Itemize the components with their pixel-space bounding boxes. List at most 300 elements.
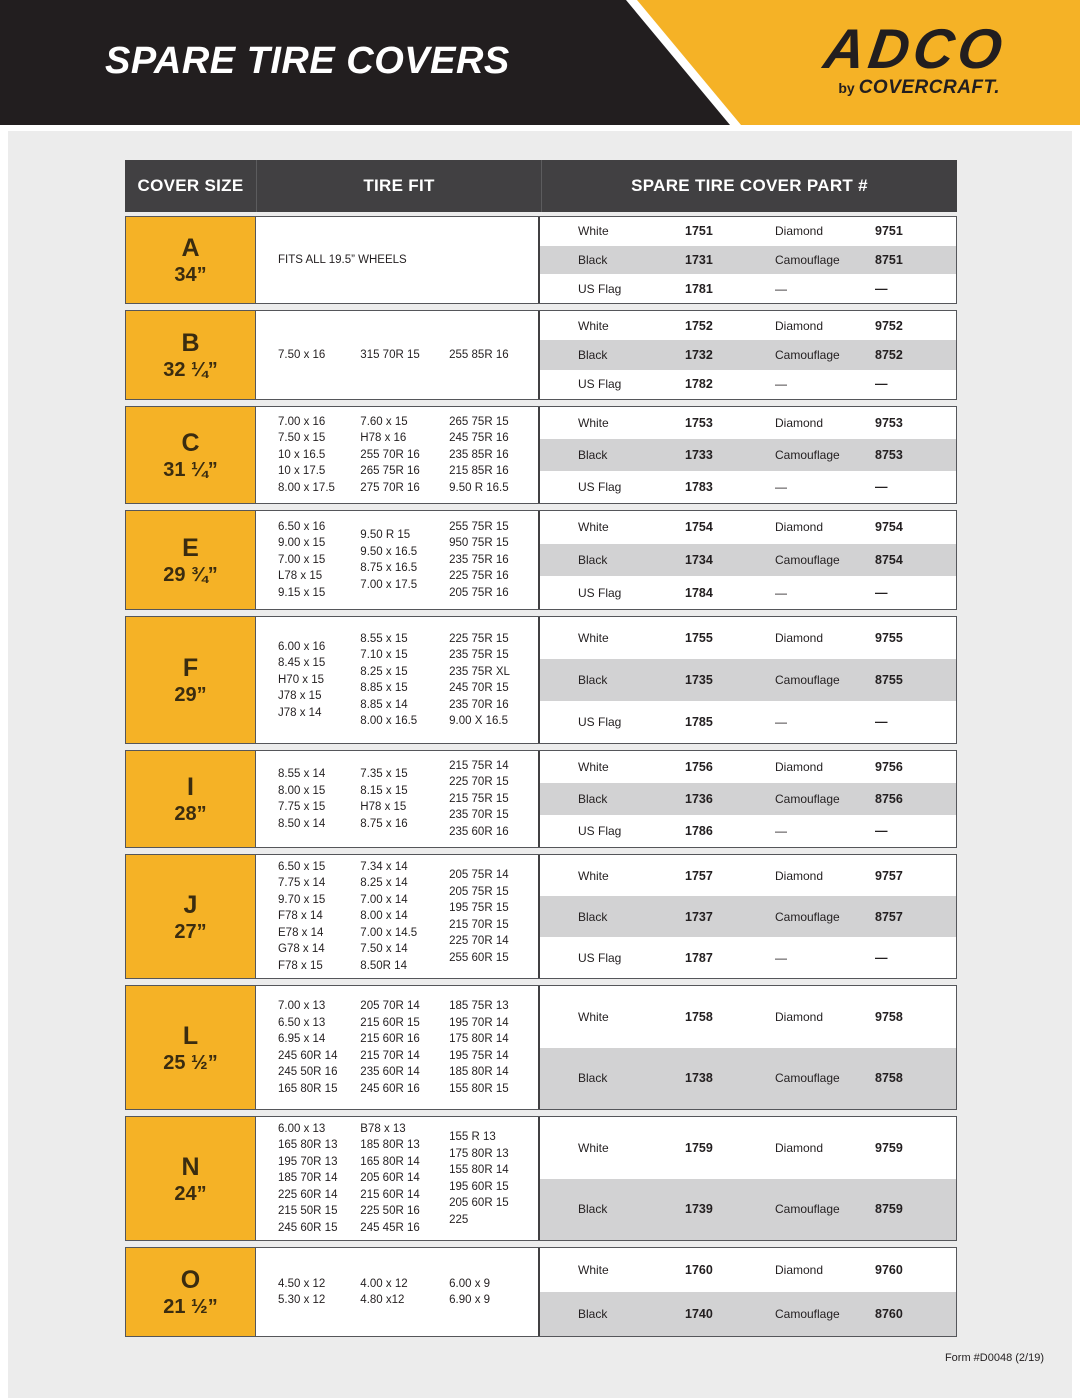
tire-fit-entry: 8.85 x 15: [360, 682, 408, 694]
tire-fit-entry: 245 45R 16: [360, 1221, 420, 1234]
page-title: SPARE TIRE COVERS: [105, 40, 510, 82]
part-color-number: 1735: [685, 673, 713, 687]
tire-fit-entry: 7.10 x 15: [360, 649, 408, 661]
tire-fit-entry: 195 60R 15: [449, 1180, 509, 1193]
part-color-number: 1737: [685, 909, 713, 924]
part-pattern-label: Camouflage: [775, 347, 840, 362]
tire-fit-entry: 6.95 x 14: [278, 1033, 326, 1045]
tire-fit-entry: 7.00 x 14.5: [360, 926, 418, 939]
size-block-B: [125, 310, 957, 400]
tire-fit-entry: 7.50 x 15: [278, 432, 326, 445]
part-color-number: 1756: [685, 760, 713, 774]
tire-fit-entry: 255 60R 15: [449, 951, 509, 964]
tire-fit-entry: 245 60R 15: [278, 1221, 338, 1234]
part-color-number: 1734: [685, 553, 713, 567]
tire-fit-entry: 4.50 x 12: [278, 1277, 326, 1290]
tire-fit-entry: 175 80R 13: [449, 1147, 509, 1160]
part-number-panel: [540, 855, 956, 978]
cover-size-letter: F: [182, 654, 199, 682]
cover-size-letter: I: [187, 773, 194, 801]
part-color-label: White: [578, 224, 609, 239]
part-pattern-number: 8757: [875, 909, 903, 924]
tire-fit-entry: 215 75R 14: [449, 759, 509, 772]
tire-fit-entry: F78 x 14: [278, 910, 323, 923]
tire-fit-column-3: [449, 998, 538, 1097]
cover-size-value: 31 ¼”: [163, 459, 218, 481]
tire-fit-entry: 245 60R 16: [360, 1082, 420, 1095]
tire-fit-entry: 8.55 x 14: [278, 768, 326, 780]
cover-size-cell: [126, 855, 256, 978]
part-color-label: White: [578, 868, 609, 883]
tire-fit-column-2: [360, 998, 449, 1097]
part-color-number: 1755: [685, 631, 713, 645]
cover-size-letter: B: [181, 329, 200, 357]
cover-size-cell: [126, 217, 256, 303]
tire-fit-entry: 225 70R 14: [449, 935, 509, 947]
part-pattern-label: Camouflage: [775, 1071, 840, 1086]
tire-fit-cell: [256, 511, 540, 609]
tire-fit-entry: 7.00 x 15: [278, 553, 326, 566]
part-row: [540, 544, 956, 577]
size-block-N: [125, 1116, 957, 1241]
size-block-I: [125, 750, 957, 848]
cover-size-cell: [126, 617, 256, 743]
tire-fit-column-2: [360, 1121, 449, 1237]
tire-fit-column-2: [360, 347, 449, 364]
tire-fit-entry: 225 75R 15: [449, 632, 509, 645]
tire-fit-entry: 215 60R 15: [360, 1016, 420, 1029]
spare-tire-cover-table: [125, 160, 957, 1343]
tire-fit-entry: 235 85R 16: [449, 448, 509, 461]
part-pattern-label: Diamond: [775, 1009, 824, 1024]
tire-fit-entry: 8.00 x 17.5: [278, 481, 335, 494]
part-color-label: Black: [578, 673, 608, 687]
tire-fit-entry: 8.85 x 14: [360, 698, 408, 711]
part-pattern-number: —: [875, 281, 888, 296]
tire-fit-entry: 315 70R 15: [360, 348, 420, 361]
tire-fit-entry: J78 x 15: [278, 690, 322, 703]
form-number: Form #D0048 (2/19): [944, 1352, 1044, 1364]
part-pattern-label: —: [775, 377, 787, 392]
part-row: [540, 576, 956, 609]
cover-size-value: 25 ½”: [163, 1051, 218, 1074]
tire-fit-entry: 265 75R 16: [360, 465, 420, 478]
part-row: [540, 311, 956, 340]
tire-fit-entry: 6.50 x 13: [278, 1016, 326, 1029]
part-color-label: White: [578, 631, 609, 645]
tire-fit-entry: 7.75 x 15: [278, 801, 326, 813]
part-pattern-label: Diamond: [775, 631, 824, 645]
tire-fit-entry: 215 50R 15: [278, 1205, 338, 1218]
part-row: [540, 511, 956, 544]
tire-fit-cell: [256, 1248, 540, 1336]
part-pattern-label: Camouflage: [775, 253, 840, 267]
tire-fit-entry: 225: [449, 1213, 469, 1226]
part-pattern-label: Camouflage: [775, 909, 840, 924]
part-pattern-label: Camouflage: [775, 1307, 840, 1321]
cover-size-letter: C: [181, 429, 200, 457]
part-pattern-label: Diamond: [775, 1263, 824, 1277]
part-row: [540, 1048, 956, 1110]
cover-size-cell: [126, 511, 256, 609]
part-color-label: White: [578, 318, 609, 333]
tire-fit-entry: 6.50 x 16: [278, 520, 326, 533]
part-row: [540, 783, 956, 815]
part-color-number: 1757: [685, 868, 713, 883]
tire-fit-entry: F78 x 15: [278, 959, 323, 972]
cover-size-value: 34”: [174, 264, 207, 286]
covercraft-wordmark: COVERCRAFT.: [858, 77, 1000, 99]
part-pattern-number: —: [875, 824, 888, 838]
part-color-number: 1752: [685, 318, 713, 333]
tire-fit-entry: J78 x 14: [278, 706, 322, 719]
tire-fit-entry: 215 70R 14: [360, 1049, 420, 1062]
tire-fit-entry: 9.50 R 15: [360, 529, 411, 541]
part-color-label: White: [578, 416, 609, 430]
cover-size-value: 32 ¼”: [163, 359, 218, 381]
tire-fit-column-2: [360, 1276, 449, 1309]
tire-fit-entry: 8.25 x 14: [360, 877, 408, 890]
part-row: [540, 1292, 956, 1336]
tire-fit-entry: 7.35 x 15: [360, 768, 408, 780]
part-color-label: White: [578, 760, 609, 774]
part-pattern-label: —: [775, 824, 787, 838]
tire-fit-entry: 6.00 x 13: [278, 1122, 326, 1135]
part-pattern-number: 9754: [875, 520, 903, 535]
cover-size-value: 21 ½”: [163, 1296, 218, 1318]
part-color-label: Black: [578, 347, 608, 362]
part-pattern-number: 8752: [875, 347, 903, 362]
cover-size-cell: [126, 986, 256, 1109]
tire-fit-entry: 225 70R 15: [449, 776, 509, 789]
tire-fit-entry: 6.50 x 15: [278, 860, 326, 873]
part-row: [540, 815, 956, 847]
part-color-number: 1760: [685, 1263, 713, 1277]
part-color-label: Black: [578, 1307, 608, 1321]
tire-fit-cell: [256, 751, 540, 847]
tire-fit-entry: H78 x 15: [360, 801, 407, 813]
tire-fit-column-2: [360, 414, 449, 497]
part-row: [540, 370, 956, 399]
tire-fit-entry: 225 75R 16: [449, 570, 509, 583]
part-row: [540, 617, 956, 659]
part-color-number: 1740: [685, 1307, 713, 1321]
covercraft-byline: [821, 77, 1000, 99]
tire-fit-cell: [256, 1117, 540, 1240]
part-color-number: 1739: [685, 1202, 713, 1217]
tire-fit-entry: 245 70R 15: [449, 682, 509, 694]
part-row: [540, 340, 956, 369]
tire-fit-entry: 175 80R 14: [449, 1033, 509, 1045]
part-pattern-number: 9759: [875, 1140, 903, 1155]
part-pattern-number: 9752: [875, 318, 903, 333]
part-color-number: 1759: [685, 1140, 713, 1155]
part-row: [540, 274, 956, 303]
header-banner: [0, 0, 1080, 125]
tire-fit-column-1: [278, 859, 360, 975]
part-row: [540, 1179, 956, 1241]
part-pattern-number: 9755: [875, 631, 903, 645]
tire-fit-entry: 10 x 17.5: [278, 465, 326, 478]
tire-fit-entry: 215 60R 16: [360, 1033, 420, 1045]
part-color-number: 1738: [685, 1071, 713, 1086]
tire-fit-entry: 8.00 x 16.5: [360, 715, 418, 727]
part-pattern-number: 8755: [875, 673, 903, 687]
tire-fit-column-1: [278, 414, 360, 497]
part-color-number: 1781: [685, 281, 713, 296]
size-block-A: [125, 216, 957, 304]
tire-fit-entry: 215 70R 15: [449, 918, 509, 931]
tire-fit-entry: 205 70R 14: [360, 1000, 420, 1012]
cover-size-cell: [126, 1248, 256, 1336]
tire-fit-entry: 195 75R 15: [449, 902, 509, 914]
tire-fit-entry: 9.15 x 15: [278, 586, 326, 599]
tire-fit-entry: 7.34 x 14: [360, 860, 408, 873]
part-color-label: US Flag: [578, 950, 622, 965]
part-pattern-label: Camouflage: [775, 792, 840, 806]
tire-fit-entry: 235 75R XL: [449, 665, 510, 678]
part-row: [540, 855, 956, 896]
tire-fit-entry: 10 x 16.5: [278, 448, 326, 461]
tire-fit-entry: 255 75R 15: [449, 520, 509, 533]
part-pattern-label: Diamond: [775, 318, 824, 333]
part-row: [540, 659, 956, 701]
part-pattern-number: 9760: [875, 1263, 903, 1277]
tire-fit-entry: L78 x 15: [278, 570, 323, 583]
part-row: [540, 439, 956, 471]
cover-size-value: 29 ¾”: [163, 564, 218, 586]
part-color-label: US Flag: [578, 480, 622, 494]
tire-fit-entry: 185 70R 14: [278, 1172, 338, 1185]
tire-fit-entry: 205 75R 16: [449, 586, 509, 599]
tire-fit-entry: H70 x 15: [278, 673, 325, 686]
part-number-panel: [540, 511, 956, 609]
part-pattern-label: Diamond: [775, 520, 824, 535]
cover-size-value: 24”: [174, 1182, 207, 1205]
part-pattern-label: —: [775, 480, 787, 494]
tire-fit-entry: 8.00 x 14: [360, 910, 408, 923]
tire-fit-entry: 255 70R 16: [360, 448, 420, 461]
part-color-label: Black: [578, 448, 608, 462]
tire-fit-entry: 205 60R 15: [449, 1197, 509, 1209]
part-pattern-number: 8754: [875, 553, 903, 567]
cover-size-cell: [126, 407, 256, 503]
part-row: [540, 751, 956, 783]
part-color-label: US Flag: [578, 585, 622, 600]
part-pattern-label: Diamond: [775, 416, 824, 430]
tire-fit-entry: 165 80R 15: [278, 1082, 338, 1095]
part-color-label: US Flag: [578, 824, 622, 838]
part-color-number: 1785: [685, 715, 713, 729]
part-row: [540, 937, 956, 978]
tire-fit-column-1: [278, 519, 360, 602]
tire-fit-entry: 7.00 x 14: [360, 893, 408, 906]
tire-fit-entry: 245 50R 16: [278, 1066, 338, 1078]
part-color-number: 1731: [685, 253, 713, 267]
tire-fit-entry: 165 80R 14: [360, 1155, 420, 1168]
part-pattern-label: —: [775, 715, 787, 729]
tire-fit-column-3: [449, 867, 538, 966]
part-pattern-number: 8753: [875, 448, 903, 462]
tire-fit-entry: 255 85R 16: [449, 348, 509, 361]
tire-fit-entry: 8.50R 14: [360, 959, 407, 972]
tire-fit-entry: 185 75R 13: [449, 1000, 509, 1012]
part-pattern-label: Camouflage: [775, 1202, 840, 1217]
part-pattern-number: 9751: [875, 224, 903, 239]
cover-size-cell: [126, 311, 256, 399]
tire-fit-entry: 7.50 x 16: [278, 348, 326, 361]
tire-fit-entry: 8.00 x 15: [278, 784, 326, 797]
column-header-cover-size: COVER SIZE: [137, 176, 244, 195]
tire-fit-entry: 7.50 x 14: [360, 943, 408, 956]
tire-fit-column-2: [360, 527, 449, 593]
part-pattern-label: Camouflage: [775, 673, 840, 687]
part-pattern-number: 8760: [875, 1307, 903, 1321]
part-pattern-number: —: [875, 480, 888, 494]
tire-fit-entry: 185 80R 14: [449, 1066, 509, 1078]
part-pattern-label: —: [775, 281, 787, 296]
size-block-C: [125, 406, 957, 504]
tire-fit-cell: [256, 311, 540, 399]
tire-fit-entry: 235 75R 16: [449, 553, 509, 566]
part-row: [540, 407, 956, 439]
part-row: [540, 896, 956, 937]
tire-fit-entry: E78 x 14: [278, 926, 324, 939]
tire-fit-cell: [256, 217, 540, 303]
tire-fit-entry: 235 70R 15: [449, 809, 509, 822]
tire-fit-entry: 9.00 X 16.5: [449, 715, 508, 727]
part-row: [540, 217, 956, 246]
part-color-number: 1784: [685, 585, 713, 600]
cover-size-value: 29”: [174, 684, 207, 706]
tire-fit-entry: 205 75R 14: [449, 869, 509, 881]
part-number-panel: [540, 217, 956, 303]
cover-size-value: 27”: [174, 920, 207, 943]
cover-size-cell: [126, 751, 256, 847]
tire-fit-entry: 205 75R 15: [449, 885, 509, 898]
tire-fit-entry: H78 x 16: [360, 432, 407, 445]
tire-fit-entry: 195 70R 13: [278, 1155, 338, 1168]
part-row: [540, 1248, 956, 1292]
size-block-E: [125, 510, 957, 610]
part-color-label: Black: [578, 909, 608, 924]
tire-fit-entry: 7.60 x 15: [360, 415, 408, 428]
tire-fit-column-3: [449, 519, 538, 602]
tire-fit-column-2: [360, 859, 449, 975]
tire-fit-column-1: [278, 639, 360, 722]
cover-size-value: 28”: [174, 803, 207, 825]
part-pattern-label: —: [775, 950, 787, 965]
size-block-J: [125, 854, 957, 979]
tire-fit-entry: 235 60R 16: [449, 825, 509, 838]
part-color-label: Black: [578, 1071, 608, 1086]
cover-size-letter: E: [182, 534, 199, 562]
part-pattern-number: 9758: [875, 1009, 903, 1024]
part-pattern-label: —: [775, 585, 787, 600]
tire-fit-note: FITS ALL 19.5” WHEELS: [278, 254, 407, 266]
part-pattern-label: Diamond: [775, 868, 824, 883]
part-pattern-number: 9757: [875, 868, 903, 883]
part-row: [540, 701, 956, 743]
part-color-number: 1751: [685, 224, 713, 239]
tire-fit-column-3: [449, 758, 538, 841]
tire-fit-entry: 7.00 x 17.5: [360, 578, 418, 591]
tire-fit-entry: 8.45 x 15: [278, 657, 326, 670]
tire-fit-entry: 235 70R 16: [449, 698, 509, 711]
part-pattern-number: 8758: [875, 1071, 903, 1086]
table-body: [125, 216, 957, 1337]
tire-fit-entry: 9.50 R 16.5: [449, 481, 509, 494]
tire-fit-cell: [256, 407, 540, 503]
tire-fit-entry: 7.75 x 14: [278, 877, 326, 890]
tire-fit-entry: 245 75R 16: [449, 432, 509, 445]
tire-fit-cell: [256, 986, 540, 1109]
part-pattern-label: Camouflage: [775, 553, 840, 567]
cover-size-letter: O: [180, 1266, 201, 1294]
part-color-label: US Flag: [578, 715, 622, 729]
part-number-panel: [540, 617, 956, 743]
tire-fit-entry: 7.00 x 16: [278, 415, 326, 428]
part-color-label: Black: [578, 1202, 608, 1217]
tire-fit-column-1: [278, 766, 360, 832]
tire-fit-column-3: [449, 414, 538, 497]
tire-fit-entry: 265 75R 15: [449, 415, 509, 428]
part-color-number: 1783: [685, 480, 713, 494]
adco-covercraft-logo: [820, 17, 1011, 99]
size-block-F: [125, 616, 957, 744]
tire-fit-entry: 215 75R 15: [449, 792, 509, 805]
tire-fit-entry: 6.00 x 16: [278, 640, 326, 653]
tire-fit-cell: [256, 617, 540, 743]
part-color-label: US Flag: [578, 377, 622, 392]
tire-fit-entry: 275 70R 16: [360, 481, 420, 494]
part-color-number: 1733: [685, 448, 713, 462]
cover-size-letter: A: [181, 234, 200, 262]
part-color-number: 1753: [685, 416, 713, 430]
part-number-panel: [540, 1117, 956, 1240]
part-row: [540, 986, 956, 1048]
tire-fit-column-1: [278, 347, 360, 364]
part-row: [540, 471, 956, 503]
part-color-number: 1787: [685, 950, 713, 965]
tire-fit-entry: 6.90 x 9: [449, 1294, 491, 1306]
part-color-label: Black: [578, 553, 608, 567]
adco-wordmark: ADCO: [820, 17, 1011, 80]
tire-fit-entry: 8.75 x 16: [360, 817, 408, 830]
tire-fit-entry: 950 75R 15: [449, 537, 509, 550]
tire-fit-entry: 9.50 x 16.5: [360, 545, 418, 558]
part-pattern-number: 9753: [875, 416, 903, 430]
part-color-label: White: [578, 1009, 609, 1024]
tire-fit-column-1: [278, 1121, 360, 1237]
part-color-label: White: [578, 1263, 609, 1277]
cover-size-letter: L: [182, 1021, 199, 1050]
part-pattern-number: —: [875, 950, 888, 965]
tire-fit-entry: 9.70 x 15: [278, 893, 326, 906]
part-pattern-number: —: [875, 585, 888, 600]
tire-fit-entry: 215 85R 16: [449, 465, 509, 478]
part-number-panel: [540, 986, 956, 1109]
tire-fit-entry: 5.30 x 12: [278, 1294, 326, 1306]
part-color-label: Black: [578, 792, 608, 806]
tire-fit-entry: 8.50 x 14: [278, 817, 326, 830]
part-pattern-number: 8751: [875, 253, 903, 267]
tire-fit-column-1: [278, 1276, 360, 1309]
tire-fit-entry: 155 R 13: [449, 1131, 496, 1143]
tire-fit-column-3: [449, 347, 538, 364]
tire-fit-entry: G78 x 14: [278, 943, 325, 956]
tire-fit-entry: 205 60R 14: [360, 1172, 420, 1185]
